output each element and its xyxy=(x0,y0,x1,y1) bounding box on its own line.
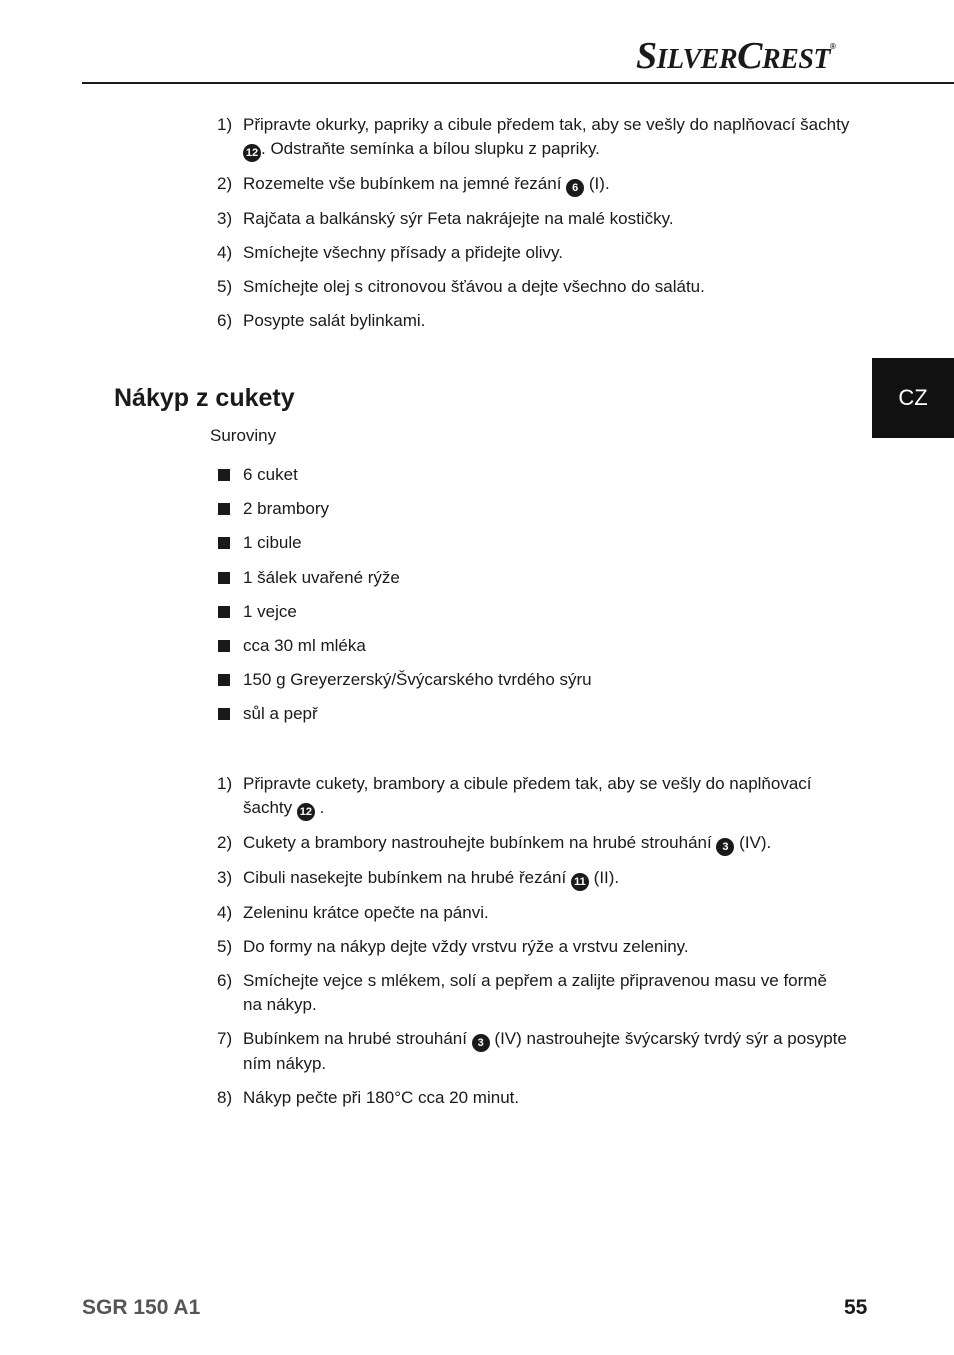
square-bullet-icon xyxy=(218,606,230,618)
step-number: 3) xyxy=(217,209,233,228)
ingredient-list xyxy=(210,463,592,737)
logo-part: REST xyxy=(762,44,831,75)
step-text: . xyxy=(314,798,325,817)
step-item xyxy=(210,772,850,821)
square-bullet-icon xyxy=(218,572,230,584)
step-number: 4) xyxy=(217,903,233,922)
logo-part: S xyxy=(636,35,657,77)
step-text: Cibuli nasekejte bubínkem na hrubé řezání xyxy=(243,868,571,887)
step-number: 3) xyxy=(217,868,233,887)
ingredient-text: 2 brambory xyxy=(243,499,329,519)
step-item xyxy=(210,1086,850,1110)
step-item xyxy=(210,207,850,231)
list-item xyxy=(210,668,592,692)
step-number: 5) xyxy=(217,937,233,956)
step-item xyxy=(210,241,850,265)
step-text: Nákyp pečte při 180°C cca 20 minut. xyxy=(243,1088,520,1107)
ingredient-text: 6 cuket xyxy=(243,465,298,484)
step-number: 8) xyxy=(217,1088,233,1107)
step-number: 7) xyxy=(217,1029,233,1048)
part-ref-icon: 11 xyxy=(571,873,589,891)
step-number: 1) xyxy=(217,115,233,134)
square-bullet-icon xyxy=(218,674,230,686)
ingredient-text: sůl a pepř xyxy=(243,704,318,724)
logo-part: ILVER xyxy=(656,44,738,75)
step-text: Rajčata a balkánský sýr Feta nakrájejte na malé kostičky. xyxy=(243,209,674,228)
step-number: 5) xyxy=(217,277,233,296)
list-item xyxy=(210,497,592,521)
recipe-title: Nákyp z cukety xyxy=(114,384,295,412)
step-number: 1) xyxy=(217,774,233,793)
gratin-steps xyxy=(210,772,850,1120)
step-text: Rozemelte vše bubínkem na jemné řezání xyxy=(243,174,567,193)
step-text: Do formy na nákyp dejte vždy vrstvu rýže a vrstvu zeleniny. xyxy=(243,937,689,956)
list-item xyxy=(210,531,592,555)
step-item xyxy=(210,935,850,959)
list-item xyxy=(210,600,592,624)
list-item xyxy=(210,566,592,590)
salad-steps xyxy=(210,113,850,343)
logo-part: C xyxy=(737,35,762,77)
step-number: 4) xyxy=(217,243,233,262)
model-number: SGR 150 A1 xyxy=(82,1296,201,1319)
step-item xyxy=(210,969,850,1017)
step-number: 6) xyxy=(217,971,233,990)
part-ref-icon: 3 xyxy=(716,838,734,856)
page-number: 55 xyxy=(844,1296,868,1319)
step-text: Bubínkem na hrubé strouhání xyxy=(243,1029,472,1048)
list-item xyxy=(210,702,592,726)
part-ref-icon: 3 xyxy=(472,1034,490,1052)
square-bullet-icon xyxy=(218,537,230,549)
square-bullet-icon xyxy=(218,640,230,652)
step-item xyxy=(210,901,850,925)
step-text: Posypte salát bylinkami. xyxy=(243,311,426,330)
step-item xyxy=(210,866,850,891)
step-item xyxy=(210,309,850,333)
step-number: 6) xyxy=(217,311,233,330)
square-bullet-icon xyxy=(218,469,230,481)
step-text: Zeleninu krátce opečte na pánvi. xyxy=(243,903,489,922)
square-bullet-icon xyxy=(218,503,230,515)
step-text: Cukety a brambory nastrouhejte bubínkem na hrubé strouhání xyxy=(243,833,717,852)
step-text: Připravte okurky, papriky a cibule předem tak, aby se vešly do naplňovací šachty xyxy=(243,115,850,134)
ingredient-text: 1 cibule xyxy=(243,533,302,553)
step-item xyxy=(210,172,850,197)
header-rule xyxy=(82,82,954,84)
part-ref-icon: 12 xyxy=(243,144,261,162)
ingredient-text: 1 vejce xyxy=(243,601,297,621)
ingredient-text: 150 g Greyerzerský/Švýcarského tvrdého sýru xyxy=(243,670,592,690)
step-text: . Odstraňte semínka a bílou slupku z papriky. xyxy=(261,139,600,158)
ingredient-text: 1 šálek uvařené rýže xyxy=(243,567,400,587)
brand-logo xyxy=(636,34,835,78)
step-number: 2) xyxy=(217,174,233,193)
step-text: (II). xyxy=(588,868,620,887)
step-item xyxy=(210,1027,850,1076)
step-item xyxy=(210,113,850,162)
step-text: Smíchejte olej s citronovou šťávou a dejte všechno do salátu. xyxy=(243,277,705,296)
list-item xyxy=(210,463,592,487)
step-number: 2) xyxy=(217,833,233,852)
step-text: Smíchejte vejce s mlékem, solí a pepřem a zalijte připravenou masu ve formě na nákyp. xyxy=(243,971,827,1014)
ingredients-label: Suroviny xyxy=(210,426,277,445)
list-item xyxy=(210,634,592,658)
part-ref-icon: 12 xyxy=(297,803,315,821)
square-bullet-icon xyxy=(218,708,230,720)
ingredient-text: cca 30 ml mléka xyxy=(243,635,366,655)
registered-mark: ® xyxy=(830,42,836,51)
step-text: (IV). xyxy=(734,833,772,852)
step-text: Smíchejte všechny přísady a přidejte olivy. xyxy=(243,243,563,262)
step-item xyxy=(210,831,850,856)
step-text: Připravte cukety, brambory a cibule předem tak, aby se vešly do naplňovací šachty xyxy=(243,774,812,817)
step-text: (IV) nastrouhejte švýcarský tvrdý sýr a posypte ním nákyp. xyxy=(243,1029,847,1073)
language-tab-label: CZ xyxy=(898,385,928,410)
step-text: (I). xyxy=(584,174,610,193)
step-item xyxy=(210,275,850,299)
part-ref-icon: 6 xyxy=(566,179,584,197)
language-tab xyxy=(872,358,954,438)
